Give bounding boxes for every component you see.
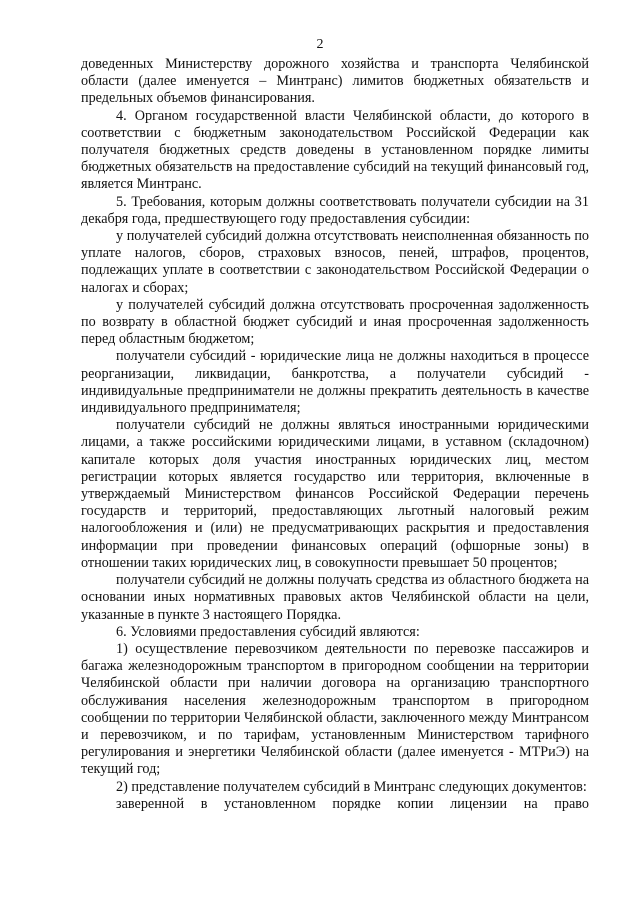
paragraph-item-5: 5. Требования, которым должны соответствовать получатели субсидии на 31 декабря года, предшествующего году предоставления субсидии: <box>81 193 589 227</box>
paragraph-requirement-other-funds: получатели субсидий не должны получать средства из областного бюджета на основании иных нормативных правовых актов Челябинской области на цели, указанные в пункте 3 настоящего Порядка. <box>81 572 589 623</box>
paragraph-requirement-taxes: у получателей субсидий должна отсутствовать неисполненная обязанность по уплате налогов, сборов, страховых взносов, пеней, штрафов, процентов, подлежащих уплате в соответствии с законодательством Российской Федерации о налогах и сборах; <box>81 228 589 296</box>
paragraph-item-4: 4. Органом государственной власти Челябинской области, до которого в соответствии с бюджетным законодательством Российской Федерации как получателя бюджетных средств доведены в установленном порядке лимиты бюджетных обязательств на предоставление субсидий на текущий финансовый год, является Минтранс. <box>81 107 589 193</box>
paragraph-continuation: доведенных Министерству дорожного хозяйства и транспорта Челябинской области (далее именуется – Минтранс) лимитов бюджетных обязательств и предельных объемов финансирования. <box>81 56 589 107</box>
document-body <box>81 56 589 813</box>
paragraph-requirement-debt: у получателей субсидий должна отсутствовать просроченная задолженность по возврату в областной бюджет субсидий и иная просроченная задолженность перед областным бюджетом; <box>81 296 589 348</box>
paragraph-license-copy: заверенной в установленном порядке копии лицензии на право <box>116 795 589 812</box>
paragraph-item-6: 6. Условиями предоставления субсидий являются: <box>116 623 420 640</box>
paragraph-condition-2: 2) представление получателем субсидий в Минтранс следующих документов: <box>116 778 587 795</box>
paragraph-requirement-foreign: получатели субсидий не должны являться иностранными юридическими лицами, а также российскими юридическими лицами, в уставном (складочном) капитале которых доля участия иностранных юридических лиц, местом регистрации которых является государство или территория, включенные в утверждаемый Министерством финансов Российской Федерации перечень государств и территорий, предоставляющих льготный налоговый режим налогообложения и (или) не предусматривающих раскрытия и предоставления информации при проведении финансовых операций (офшорные зоны) в отношении таких юридических лиц, в совокупности превышает 50 процентов; <box>81 417 589 571</box>
paragraph-condition-1: 1) осуществление перевозчиком деятельности по перевозке пассажиров и багажа железнодорожным транспортом в пригородном сообщении на территории Челябинской области при наличии договора на организацию транспортного обслуживания населения железнодорожным транспортом в пригородном сообщении по территории Челябинской области, заключенного между Минтрансом и перевозчиком, и по тарифам, установленным Министерством тарифного регулирования и энергетики Челябинской области (далее именуется - МТРиЭ) на текущий год; <box>81 640 589 778</box>
page-number: 2 <box>316 37 324 52</box>
paragraph-requirement-reorganization: получатели субсидий - юридические лица не должны находиться в процессе реорганизации, ликвидации, банкротства, а получатели субсидий - индивидуальные предприниматели не должны прекратить деятельность в качестве индивидуального предпринимателя; <box>81 348 589 417</box>
